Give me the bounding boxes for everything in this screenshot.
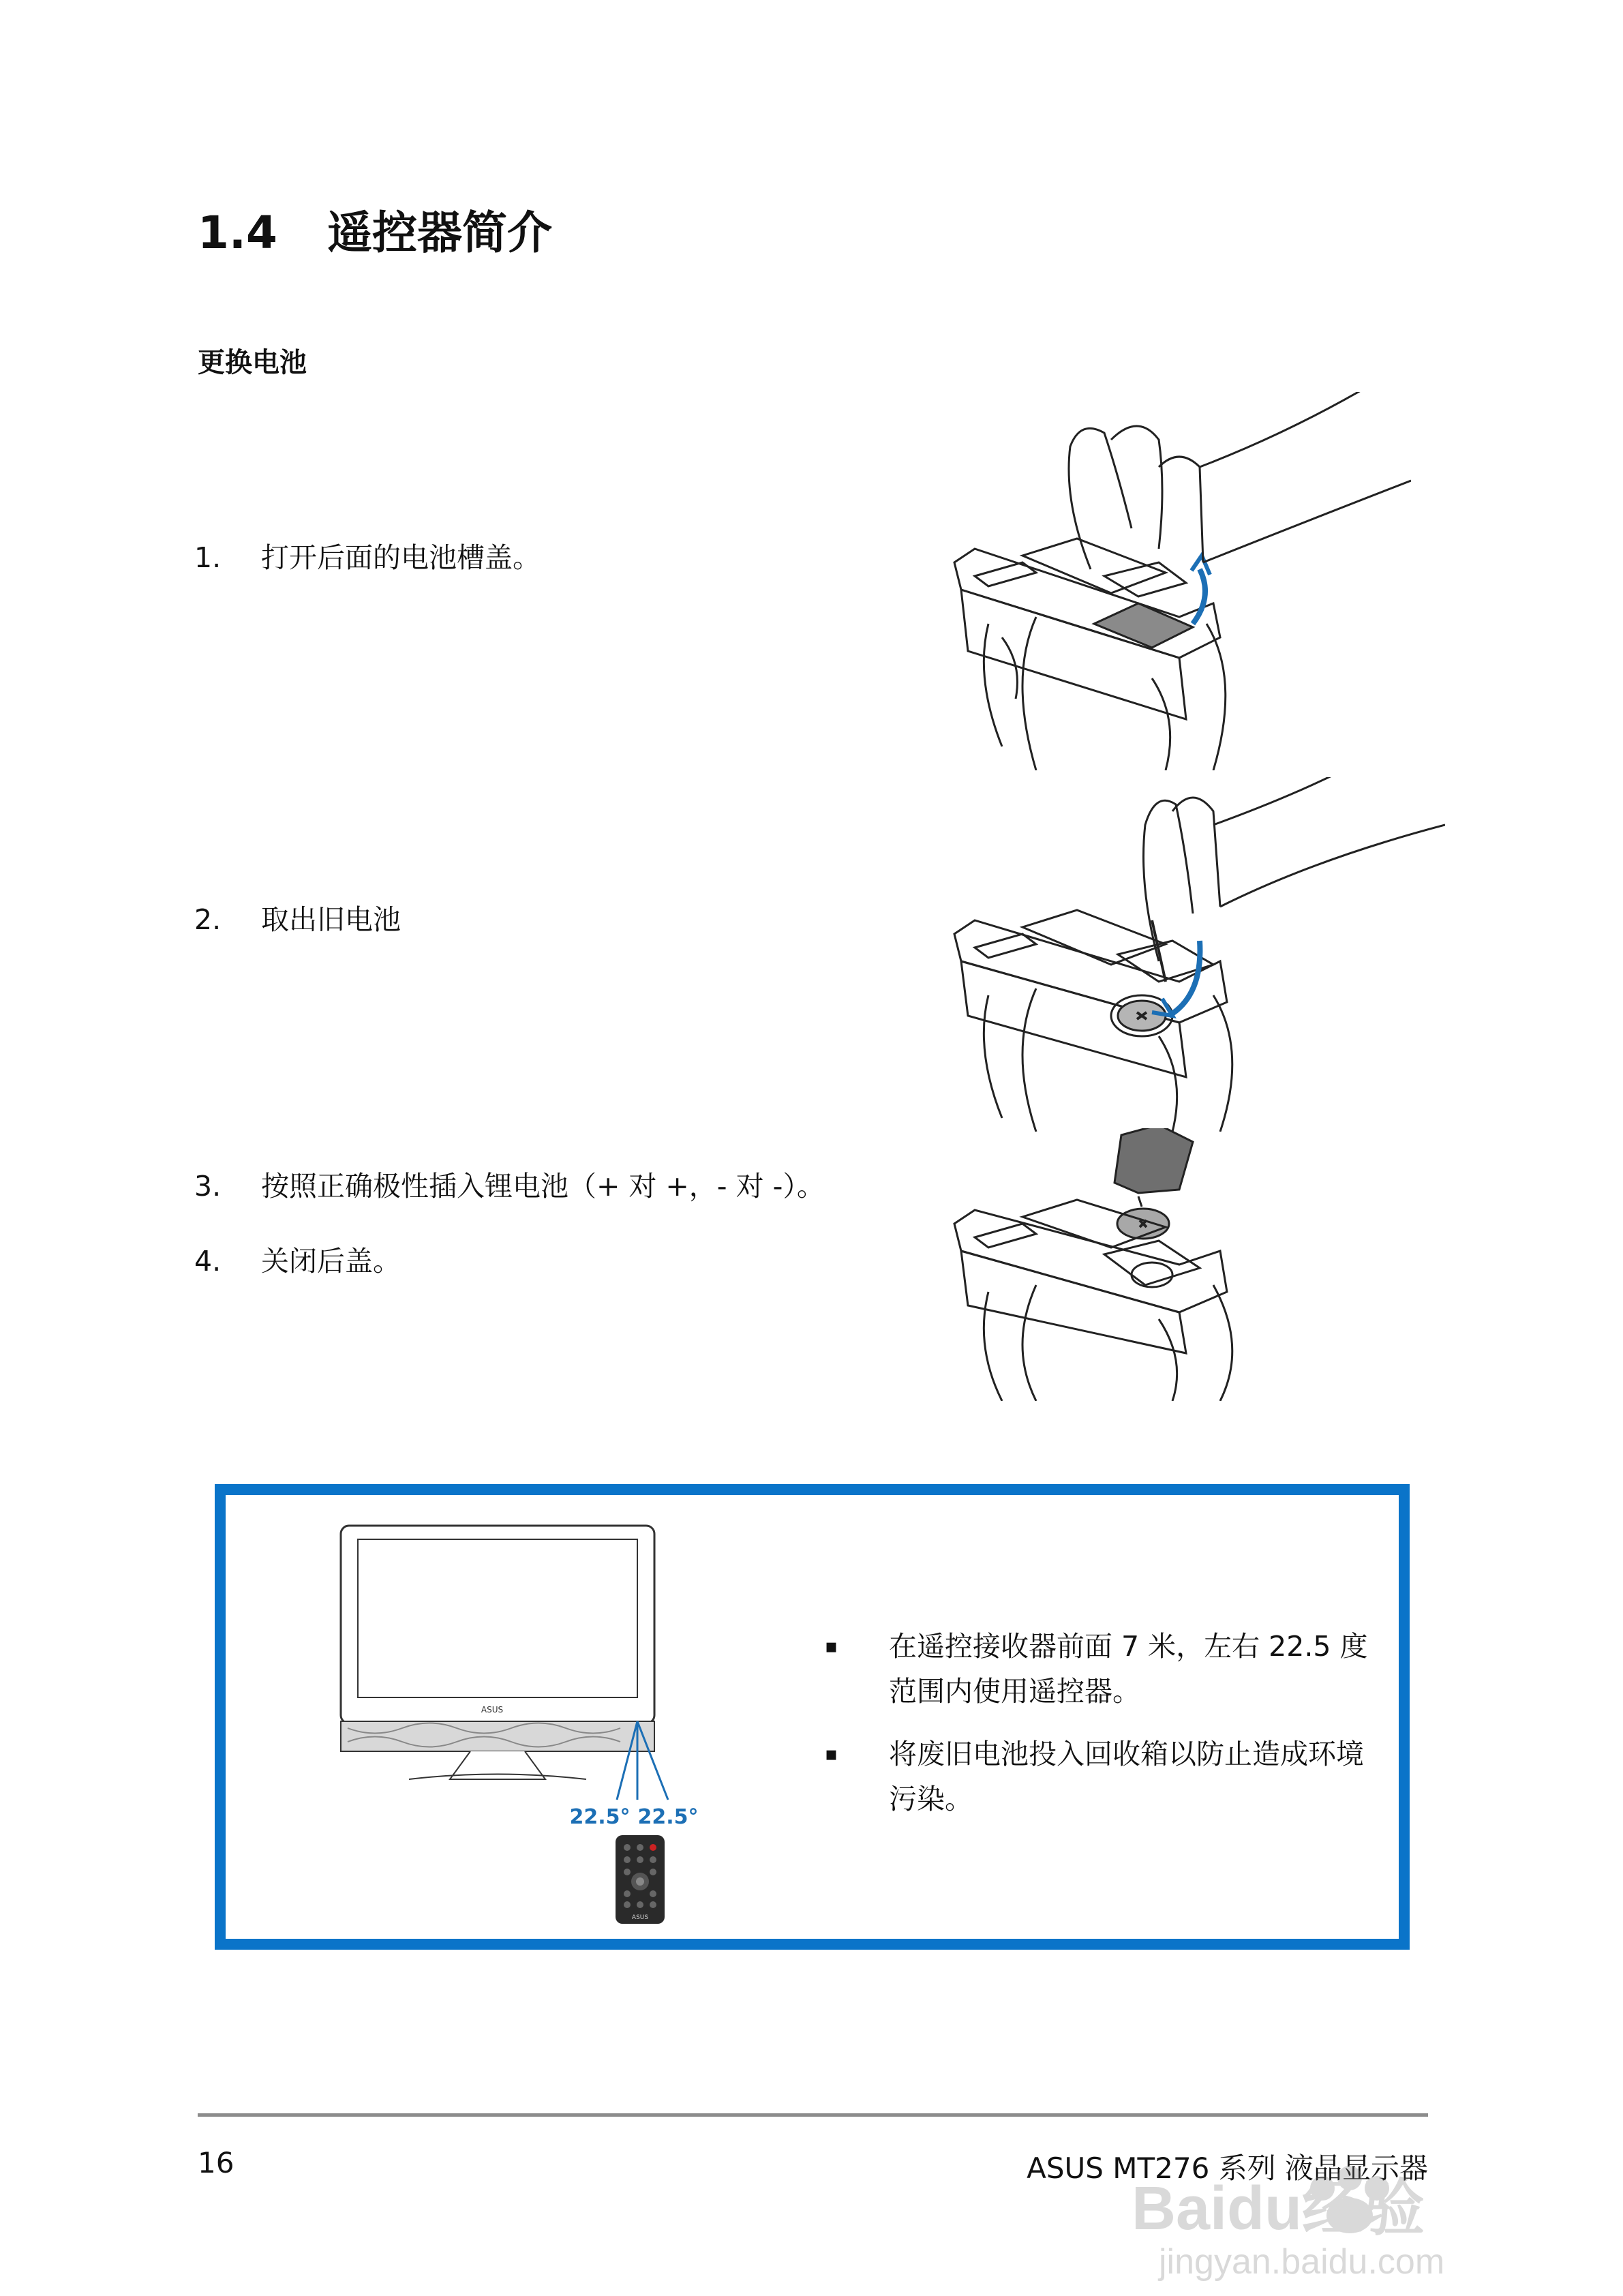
- step-text: 取出旧电池: [261, 903, 401, 936]
- footer-divider: [198, 2113, 1428, 2117]
- note-text: 将废旧电池投入回收箱以防止造成环境污染。: [889, 1738, 1364, 1815]
- watermark-url: jingyan.baidu.com: [1159, 2242, 1445, 2282]
- section-title: 遥控器简介: [327, 207, 552, 259]
- step-text: 打开后面的电池槽盖。: [261, 541, 541, 574]
- remote-logo: ASUS: [631, 1914, 649, 1921]
- step-4: [194, 1239, 401, 1279]
- bullet-icon: ▪: [825, 1635, 838, 1657]
- angle-left-label: 22.5°: [569, 1805, 631, 1829]
- note-item: [825, 1732, 1391, 1822]
- open-battery-cover-illustration: [934, 392, 1411, 770]
- angle-right-label: 22.5°: [637, 1805, 699, 1829]
- remote-range-diagram: [334, 1520, 716, 1929]
- note-text: 在遥控接收器前面 7 米，左右 22.5 度范围内使用遥控器。: [889, 1630, 1368, 1708]
- step-number: 4.: [194, 1245, 222, 1278]
- monitor-logo: ASUS: [481, 1705, 504, 1715]
- step-number: 1.: [194, 541, 222, 574]
- baidu-watermark: [1118, 2147, 1541, 2284]
- watermark-brand: Baidu经验: [1132, 2175, 1425, 2243]
- product-name: ASUS MT276 系列 液晶显示器: [1027, 2151, 1428, 2185]
- bullet-icon: ▪: [825, 1742, 838, 1765]
- page-number: 16: [198, 2146, 234, 2179]
- step-3: [194, 1164, 825, 1204]
- step-number: 3.: [194, 1170, 222, 1203]
- note-item: [825, 1624, 1391, 1714]
- notes-list: [825, 1624, 1391, 1839]
- section-heading: [198, 196, 552, 261]
- step-number: 2.: [194, 903, 222, 936]
- insert-battery-illustration: [934, 1128, 1288, 1401]
- step-text: 关闭后盖。: [261, 1245, 401, 1278]
- step-1: [194, 535, 541, 575]
- step-text: 按照正确极性插入锂电池（+ 对 +，- 对 -）。: [261, 1170, 825, 1203]
- section-number: 1.4: [198, 207, 277, 259]
- remove-battery-illustration: [934, 777, 1445, 1132]
- remote-control: [616, 1835, 665, 1924]
- step-2: [194, 897, 401, 937]
- subheading: 更换电池: [198, 347, 307, 378]
